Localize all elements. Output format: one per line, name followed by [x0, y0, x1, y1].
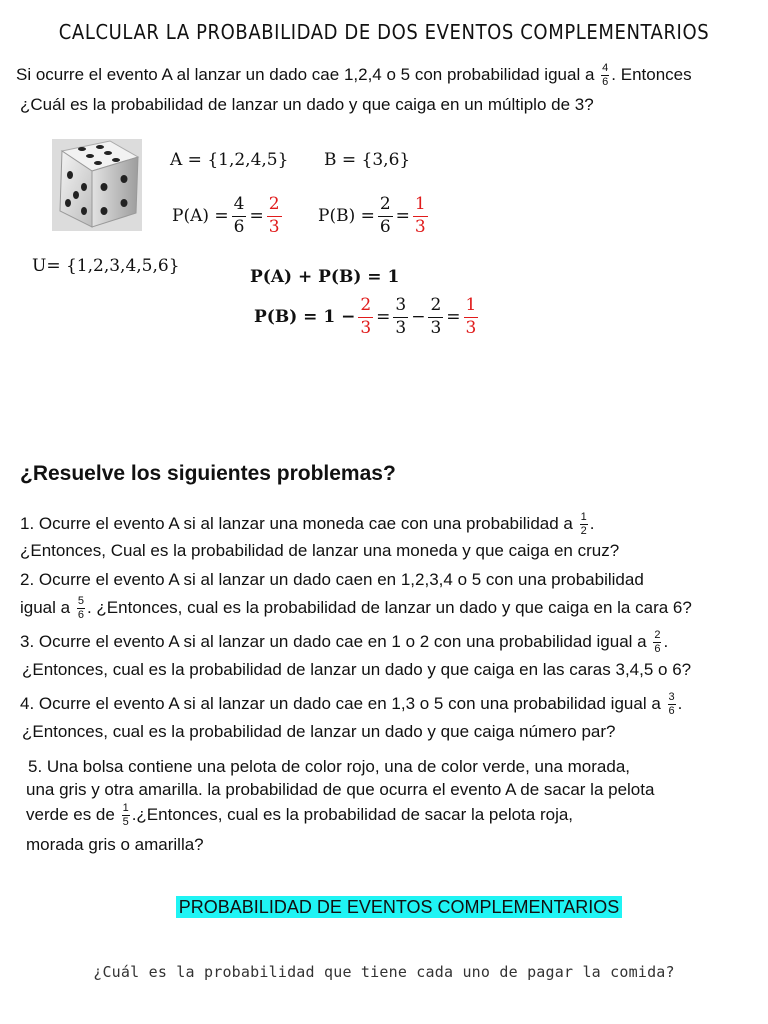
- calc-fraction-1: $\frac{2}{3}$: [360, 295, 372, 338]
- prob-b-fraction: $\frac{2}{6}$: [379, 194, 391, 237]
- prob-b-label: P(B) =: [318, 206, 375, 227]
- intro-line-2: ¿Cuál es la probabilidad de lanzar un dado y que caiga en un múltiplo de 3?: [20, 95, 594, 114]
- section-banner: PROBABILIDAD DE EVENTOS COMPLEMENTARIOS: [176, 896, 622, 918]
- die-five-icon: [52, 139, 142, 231]
- equals-sign: =: [395, 206, 410, 227]
- problem-5-fraction: $\frac{1}{5}$: [122, 802, 129, 828]
- banner-wrap: [0, 897, 768, 918]
- calc-fraction-4: $\frac{1}{3}$: [465, 295, 477, 338]
- problem-1-fraction: $\frac{1}{2}$: [580, 511, 587, 537]
- problem-2-line-2: igual a $\frac{5}{6}$ . ¿Entonces, cual es la probabilidad de lanzar un dado y que caiga en la cara 6?: [20, 595, 692, 621]
- problem-5-line-3: verde es de $\frac{1}{5}$ .¿Entonces, cual es la probabilidad de sacar la pelota roja,: [26, 802, 574, 828]
- problem-3-line-2: ¿Entonces, cual es la probabilidad de lanzar un dado y que caiga en las caras 3,4,5 o 6?: [22, 660, 692, 679]
- equals-sign: =: [249, 206, 264, 227]
- complement-calculation: P(B) = 1 − $\frac{2}{3}$ = $\frac{3}{3}$ − $\frac{2}{3}$ = $\frac{1}{3}$: [254, 295, 477, 338]
- section-heading: ¿Resuelve los siguientes problemas?: [20, 462, 396, 485]
- intro-line-1: [16, 63, 692, 88]
- problem-5-line-2: una gris y otra amarilla. la probabilidad de que ocurra el evento A de sacar la pelota: [26, 780, 655, 799]
- intro-text-post: . Entonces: [611, 64, 692, 84]
- prob-b-result: $\frac{1}{3}$: [414, 194, 426, 237]
- problem-5-line-4: morada gris o amarilla?: [26, 835, 204, 854]
- intro-text: Si ocurre el evento A al lanzar un dado cae 1,2,4 o 5 con probabilidad igual a: [16, 64, 595, 84]
- problem-3-line-1: 3. Ocurre el evento A si al lanzar un dado cae en 1 o 2 con una probabilidad igual a $\frac{2}{6}$ .: [20, 629, 669, 655]
- sum-equation: P(A) + P(B) = 1: [250, 267, 400, 287]
- problem-4-line-2: ¿Entonces, cual es la probabilidad de lanzar un dado y que caiga número par?: [22, 722, 616, 741]
- universe-set: U= {1,2,3,4,5,6}: [32, 256, 180, 276]
- problem-3-fraction: $\frac{2}{6}$: [654, 629, 661, 655]
- page-title: CALCULAR LA PROBABILIDAD DE DOS EVENTOS COMPLEMENTARIOS: [58, 20, 710, 44]
- intro-fraction: $\frac{4}{6}$: [602, 62, 609, 88]
- prob-a-equation: [172, 196, 285, 237]
- prob-b-equation: [318, 196, 431, 237]
- comida-question: ¿Cuál es la probabilidad que tiene cada uno de pagar la comida?: [93, 963, 675, 981]
- problem-2-line-1: 2. Ocurre el evento A si al lanzar un dado caen en 1,2,3,4 o 5 con una probabilidad: [20, 570, 644, 589]
- problem-1-line-2: ¿Entonces, Cual es la probabilidad de lanzar una moneda y que caiga en cruz?: [20, 541, 620, 560]
- prob-a-fraction: $\frac{4}{6}$: [233, 194, 245, 237]
- problem-1-line-1: 1. Ocurre el evento A si al lanzar una moneda cae con una probabilidad a $\frac{1}{2}$ .: [20, 511, 595, 537]
- set-b: B = {3,6}: [324, 150, 411, 170]
- prob-a-result: $\frac{2}{3}$: [268, 194, 280, 237]
- prob-a-label: P(A) =: [172, 206, 229, 227]
- problem-5-line-1: 5. Una bolsa contiene una pelota de color rojo, una de color verde, una morada,: [28, 757, 631, 776]
- calc-lhs: P(B) = 1 −: [254, 307, 356, 328]
- problem-4-line-1: 4. Ocurre el evento A si al lanzar un dado cae en 1,3 o 5 con una probabilidad igual a $\frac{3}{6}$ .: [20, 691, 683, 717]
- calc-fraction-3: $\frac{2}{3}$: [430, 295, 442, 338]
- set-a: A = {1,2,4,5}: [170, 150, 289, 170]
- calc-fraction-2: $\frac{3}{3}$: [395, 295, 407, 338]
- problem-4-fraction: $\frac{3}{6}$: [668, 691, 675, 717]
- problem-2-fraction: $\frac{5}{6}$: [77, 595, 84, 621]
